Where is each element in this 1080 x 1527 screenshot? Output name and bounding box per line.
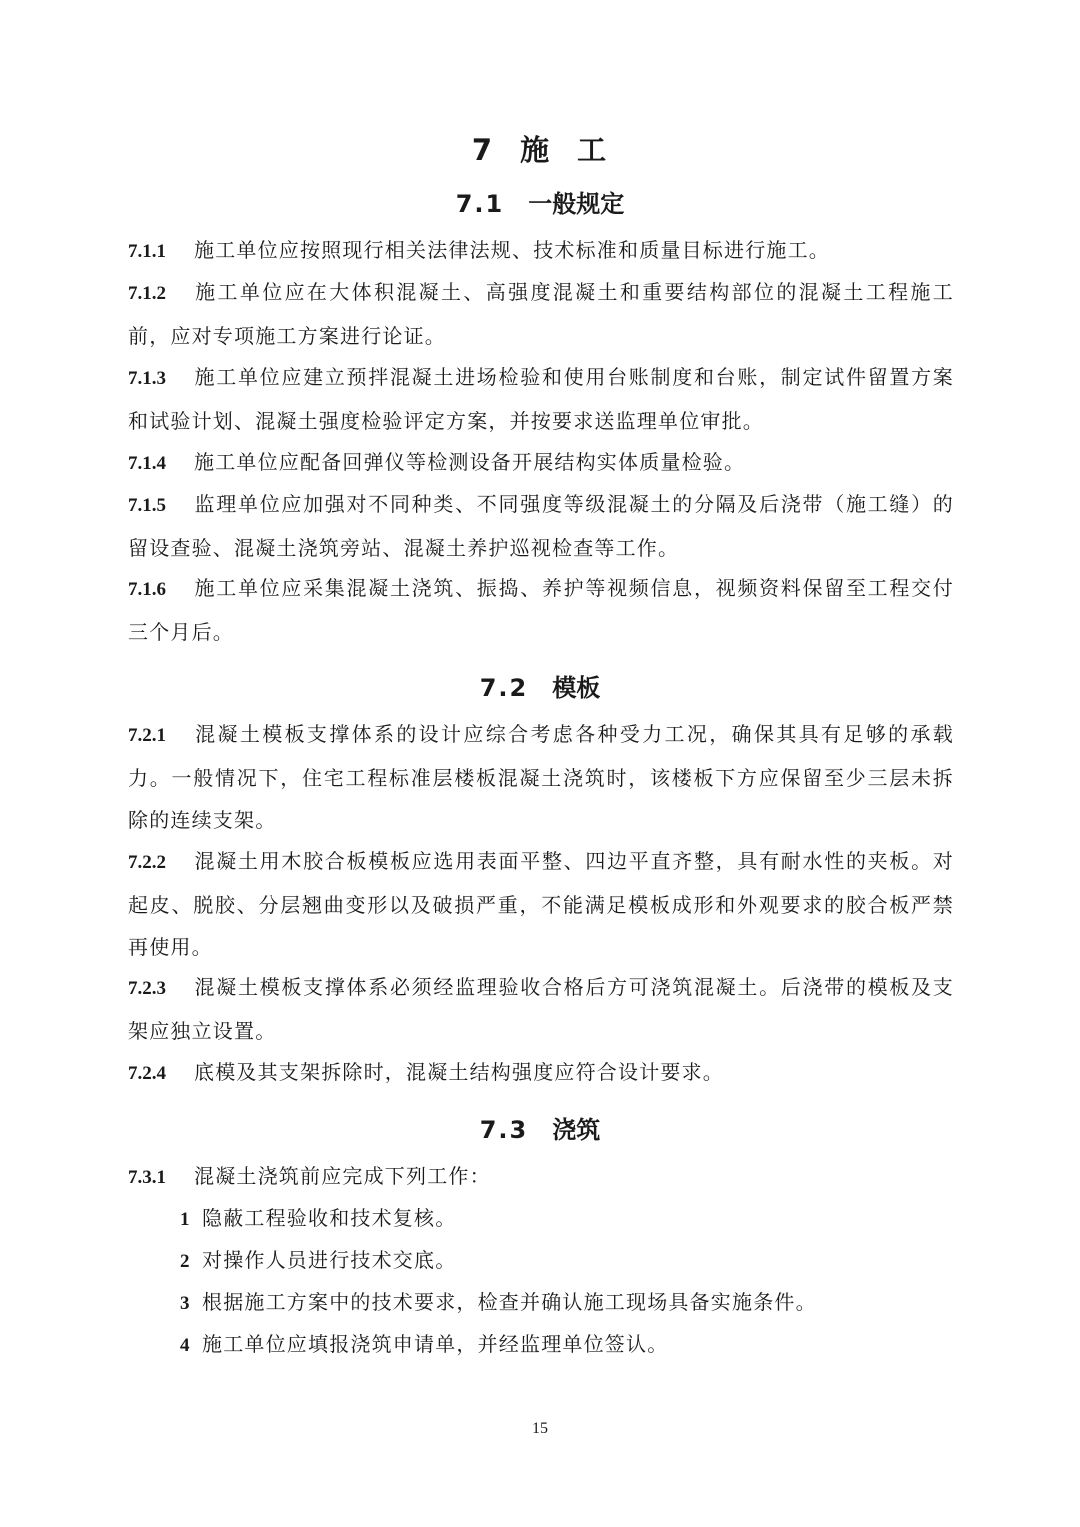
clause-text: 监理单位应加强对不同种类、不同强度等级混凝土的分隔及后浇带（施工缝）的留设查验、混凝土浇筑旁站、混凝土养护巡视检查等工作。 xyxy=(128,492,954,560)
clause-number: 7.1.4 xyxy=(128,453,166,474)
section-heading-7-2 xyxy=(0,670,1080,706)
clause-7-1-4 xyxy=(128,441,954,485)
clause-text: 混凝土用木胶合板模板应选用表面平整、四边平直齐整，具有耐水性的夹板。对起皮、脱胶、分层翘曲变形以及破损严重，不能满足模板成形和外观要求的胶合板严禁再使用。 xyxy=(128,849,954,959)
section-number: 7.2 xyxy=(479,674,529,702)
item-text: 对操作人员进行技术交底。 xyxy=(202,1248,457,1272)
clause-text: 施工单位应按照现行相关法律法规、技术标准和质量目标进行施工。 xyxy=(194,238,830,262)
clause-7-1-6 xyxy=(128,567,954,653)
page-number: 15 xyxy=(532,1420,548,1437)
clause-number: 7.1.3 xyxy=(128,368,166,389)
clause-number: 7.1.6 xyxy=(128,579,166,600)
clause-text: 混凝土模板支撑体系的设计应综合考虑各种受力工况，确保其具有足够的承载力。一般情况下，住宅工程标准层楼板混凝土浇筑时，该楼板下方应保留至少三层未拆除的连续支架。 xyxy=(128,722,954,832)
item-number: 4 xyxy=(180,1335,190,1356)
clause-number: 7.2.2 xyxy=(128,852,166,873)
clause-7-1-1 xyxy=(128,229,954,273)
clause-7-2-1 xyxy=(128,713,954,841)
clause-text: 底模及其支架拆除时，混凝土结构强度应符合设计要求。 xyxy=(194,1060,724,1084)
clause-7-2-4 xyxy=(128,1051,954,1095)
clause-7-2-2 xyxy=(128,840,954,968)
clause-7-2-3 xyxy=(128,966,954,1052)
clause-number: 7.1.2 xyxy=(128,283,166,304)
section-heading-7-3 xyxy=(0,1112,1080,1148)
section-title: 浇筑 xyxy=(552,1116,601,1144)
list-item xyxy=(180,1281,950,1325)
clause-text: 混凝土浇筑前应完成下列工作： xyxy=(194,1164,491,1188)
item-text: 隐蔽工程验收和技术复核。 xyxy=(202,1206,457,1230)
section-number: 7.3 xyxy=(479,1116,529,1144)
chapter-title: 7 施 工 xyxy=(471,133,609,167)
clause-number: 7.3.1 xyxy=(128,1167,166,1188)
clause-number: 7.2.4 xyxy=(128,1063,166,1084)
item-number: 2 xyxy=(180,1251,190,1272)
section-number: 7.1 xyxy=(455,190,505,218)
list-item xyxy=(180,1323,950,1367)
clause-text: 混凝土模板支撑体系必须经监理验收合格后方可浇筑混凝土。后浇带的模板及支架应独立设置。 xyxy=(128,975,954,1043)
clause-number: 7.2.3 xyxy=(128,978,166,999)
item-number: 3 xyxy=(180,1293,190,1314)
clause-text: 施工单位应建立预拌混凝土进场检验和使用台账制度和台账，制定试件留置方案和试验计划、混凝土强度检验评定方案，并按要求送监理单位审批。 xyxy=(128,365,954,433)
section-title: 一般规定 xyxy=(528,190,625,218)
clause-7-3-1 xyxy=(128,1155,954,1199)
clause-7-1-5 xyxy=(128,483,954,569)
section-heading-7-1 xyxy=(0,186,1080,222)
clause-number: 7.1.5 xyxy=(128,495,166,516)
clause-7-1-2 xyxy=(128,271,954,357)
clause-text: 施工单位应在大体积混凝土、高强度混凝土和重要结构部位的混凝土工程施工前，应对专项施工方案进行论证。 xyxy=(128,280,954,348)
item-number: 1 xyxy=(180,1209,190,1230)
list-item xyxy=(180,1239,950,1283)
section-title: 模板 xyxy=(552,674,601,702)
clause-number: 7.1.1 xyxy=(128,241,166,262)
clause-text: 施工单位应采集混凝土浇筑、振捣、养护等视频信息，视频资料保留至工程交付三个月后。 xyxy=(128,576,954,644)
list-item xyxy=(180,1197,950,1241)
item-text: 施工单位应填报浇筑申请单，并经监理单位签认。 xyxy=(202,1332,669,1356)
item-text: 根据施工方案中的技术要求，检查并确认施工现场具备实施条件。 xyxy=(202,1290,817,1314)
clause-text: 施工单位应配备回弹仪等检测设备开展结构实体质量检验。 xyxy=(194,450,746,474)
clause-number: 7.2.1 xyxy=(128,725,166,746)
clause-7-1-3 xyxy=(128,356,954,442)
